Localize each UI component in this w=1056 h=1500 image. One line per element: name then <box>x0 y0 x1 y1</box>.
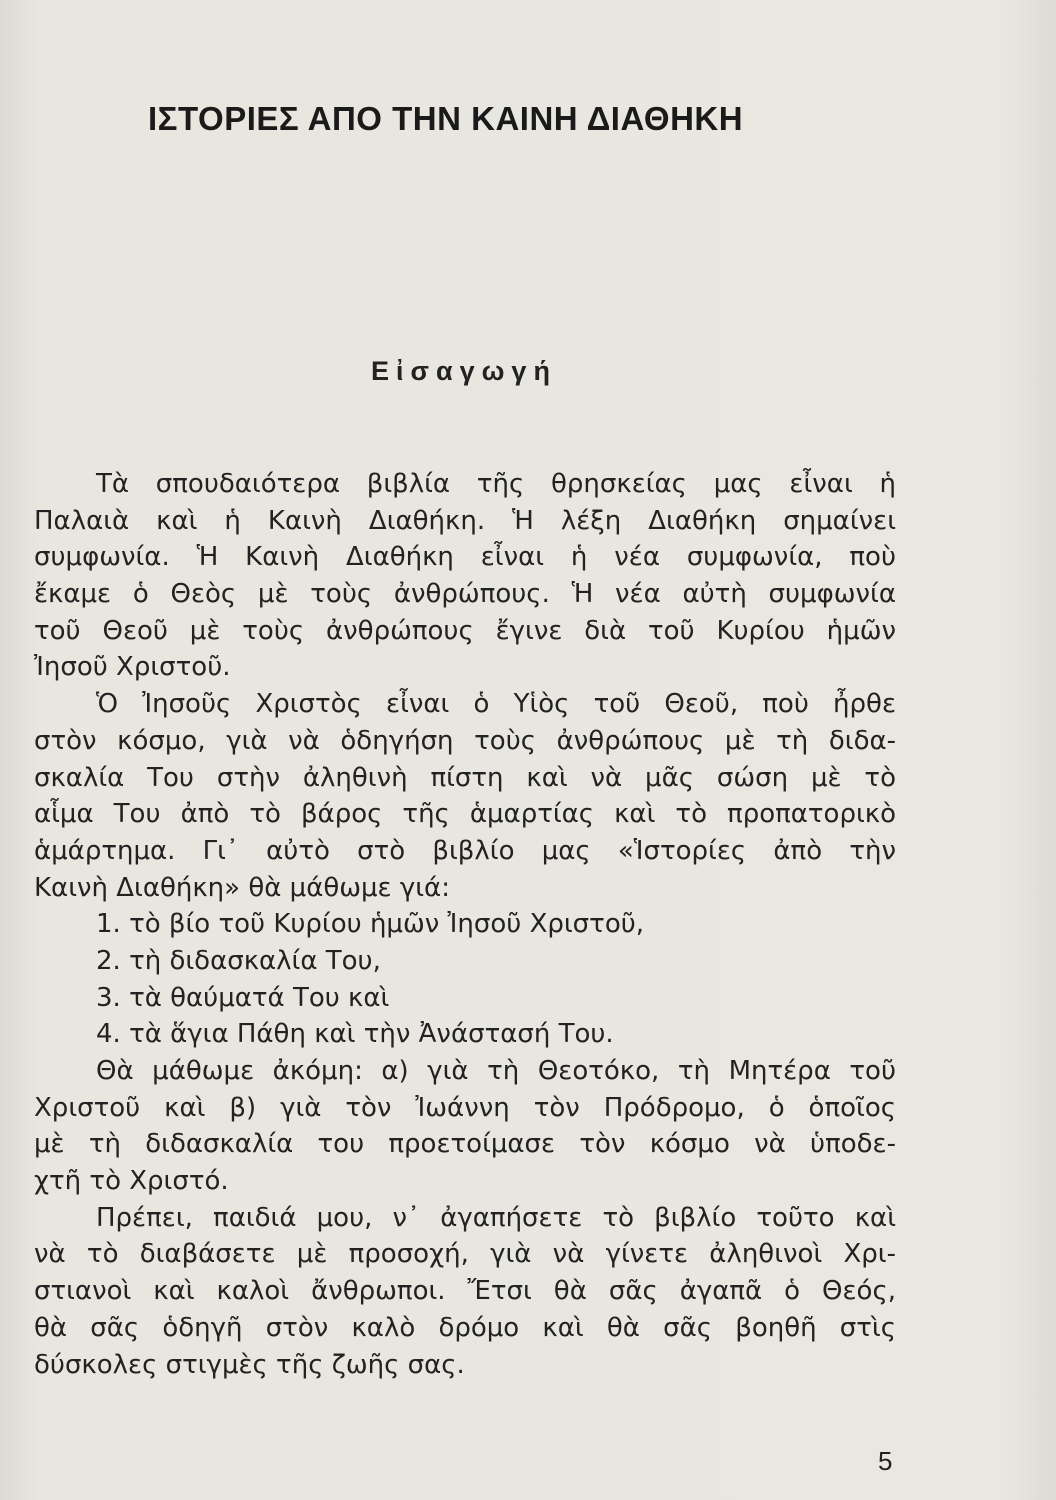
text-line: σκαλία Του στὴν ἀληθινὴ πίστη καὶ νὰ μᾶς σώση μὲ τὸ <box>34 762 896 793</box>
list-item: 1. τὸ βίο τοῦ Κυρίου ἡμῶν Ἰησοῦ Χριστοῦ, <box>96 909 645 940</box>
paragraph-theotokos <box>34 1053 896 1200</box>
topics-list <box>34 906 896 1053</box>
text-line: Ὁ Ἰησοῦς Χριστὸς εἶναι ὁ Υἱὸς τοῦ Θεοῦ, ποὺ ἦρθε <box>96 689 896 720</box>
text-line: Καινὴ Διαθήκη» θὰ μάθωμε γιά: <box>34 872 450 903</box>
text-line: συμφωνία. Ἡ Καινὴ Διαθήκη εἶναι ἡ νέα συμφωνία, ποὺ <box>34 542 896 573</box>
list-item: 4. τὰ ἅγια Πάθη καὶ τὴν Ἀνάστασή Του. <box>96 1019 614 1050</box>
text-line: νὰ τὸ διαβάσετε μὲ προσοχή, γιὰ νὰ γίνετε ἀληθινοὶ Χρι- <box>34 1239 896 1270</box>
text-line: δύσκολες στιγμὲς τῆς ζωῆς σας. <box>34 1349 465 1380</box>
page-number: 5 <box>878 1446 893 1476</box>
text-line: στὸν κόσμο, γιὰ νὰ ὁδηγήση τοὺς ἀνθρώπους μὲ τὴ διδα- <box>34 725 896 756</box>
text-line: Ἰησοῦ Χριστοῦ. <box>34 652 231 683</box>
text-line: Θὰ μάθωμε ἀκόμη: α) γιὰ τὴ Θεοτόκο, τὴ Μητέρα τοῦ <box>96 1056 896 1086</box>
text-line: ἁμάρτημα. Γι᾽ αὐτὸ στὸ βιβλίο μας «Ἱστορίες ἀπὸ τὴν <box>34 835 896 866</box>
text-line: αἷμα Του ἀπὸ τὸ βάρος τῆς ἁμαρτίας καὶ τὸ προπατορικὸ <box>34 799 896 830</box>
text-line: Παλαιὰ καὶ ἡ Καινὴ Διαθήκη. Ἡ λέξη Διαθήκη σημαίνει <box>34 505 896 536</box>
text-line: θὰ σᾶς ὁδηγῆ στὸν καλὸ δρόμο καὶ θὰ σᾶς βοηθῆ στὶς <box>34 1312 896 1343</box>
list-item: 3. τὰ θαύματά Του καὶ <box>96 982 390 1013</box>
running-title: ΙΣΤΟΡΙΕΣ ΑΠΟ ΤΗΝ ΚΑΙΝΗ ΔΙΑΘΗΚΗ <box>148 100 744 137</box>
text-line: Χριστοῦ καὶ β) γιὰ τὸν Ἰωάννη τὸν Πρόδρομο, ὁ ὁποῖος <box>34 1092 896 1123</box>
paragraph-intro <box>34 466 896 686</box>
paragraph-jesus <box>34 686 896 906</box>
text-line: χτῆ τὸ Χριστό. <box>34 1166 229 1197</box>
text-line: Πρέπει, παιδιά μου, ν᾽ ἀγαπήσετε τὸ βιβλίο τοῦτο καὶ <box>96 1202 896 1233</box>
paragraph-exhortation <box>34 1200 896 1383</box>
text-line: Τὰ σπουδαιότερα βιβλία τῆς θρησκείας μας εἶναι ἡ <box>96 469 896 499</box>
text-line: ἔκαμε ὁ Θεὸς μὲ τοὺς ἀνθρώπους. Ἡ νέα αὐτὴ συμφωνία <box>34 579 896 610</box>
body-text <box>34 466 896 1383</box>
text-line: μὲ τὴ διδασκαλία του προετοίμασε τὸν κόσμο νὰ ὑποδε- <box>34 1129 896 1160</box>
section-title: Εἰσαγωγή <box>371 356 557 386</box>
list-item: 2. τὴ διδασκαλία Του, <box>96 945 381 976</box>
text-line: στιανοὶ καὶ καλοὶ ἄνθρωποι. Ἔτσι θὰ σᾶς ἀγαπᾶ ὁ Θεός, <box>34 1276 896 1307</box>
text-line: τοῦ Θεοῦ μὲ τοὺς ἀνθρώπους ἔγινε διὰ τοῦ Κυρίου ἡμῶν <box>34 615 896 646</box>
